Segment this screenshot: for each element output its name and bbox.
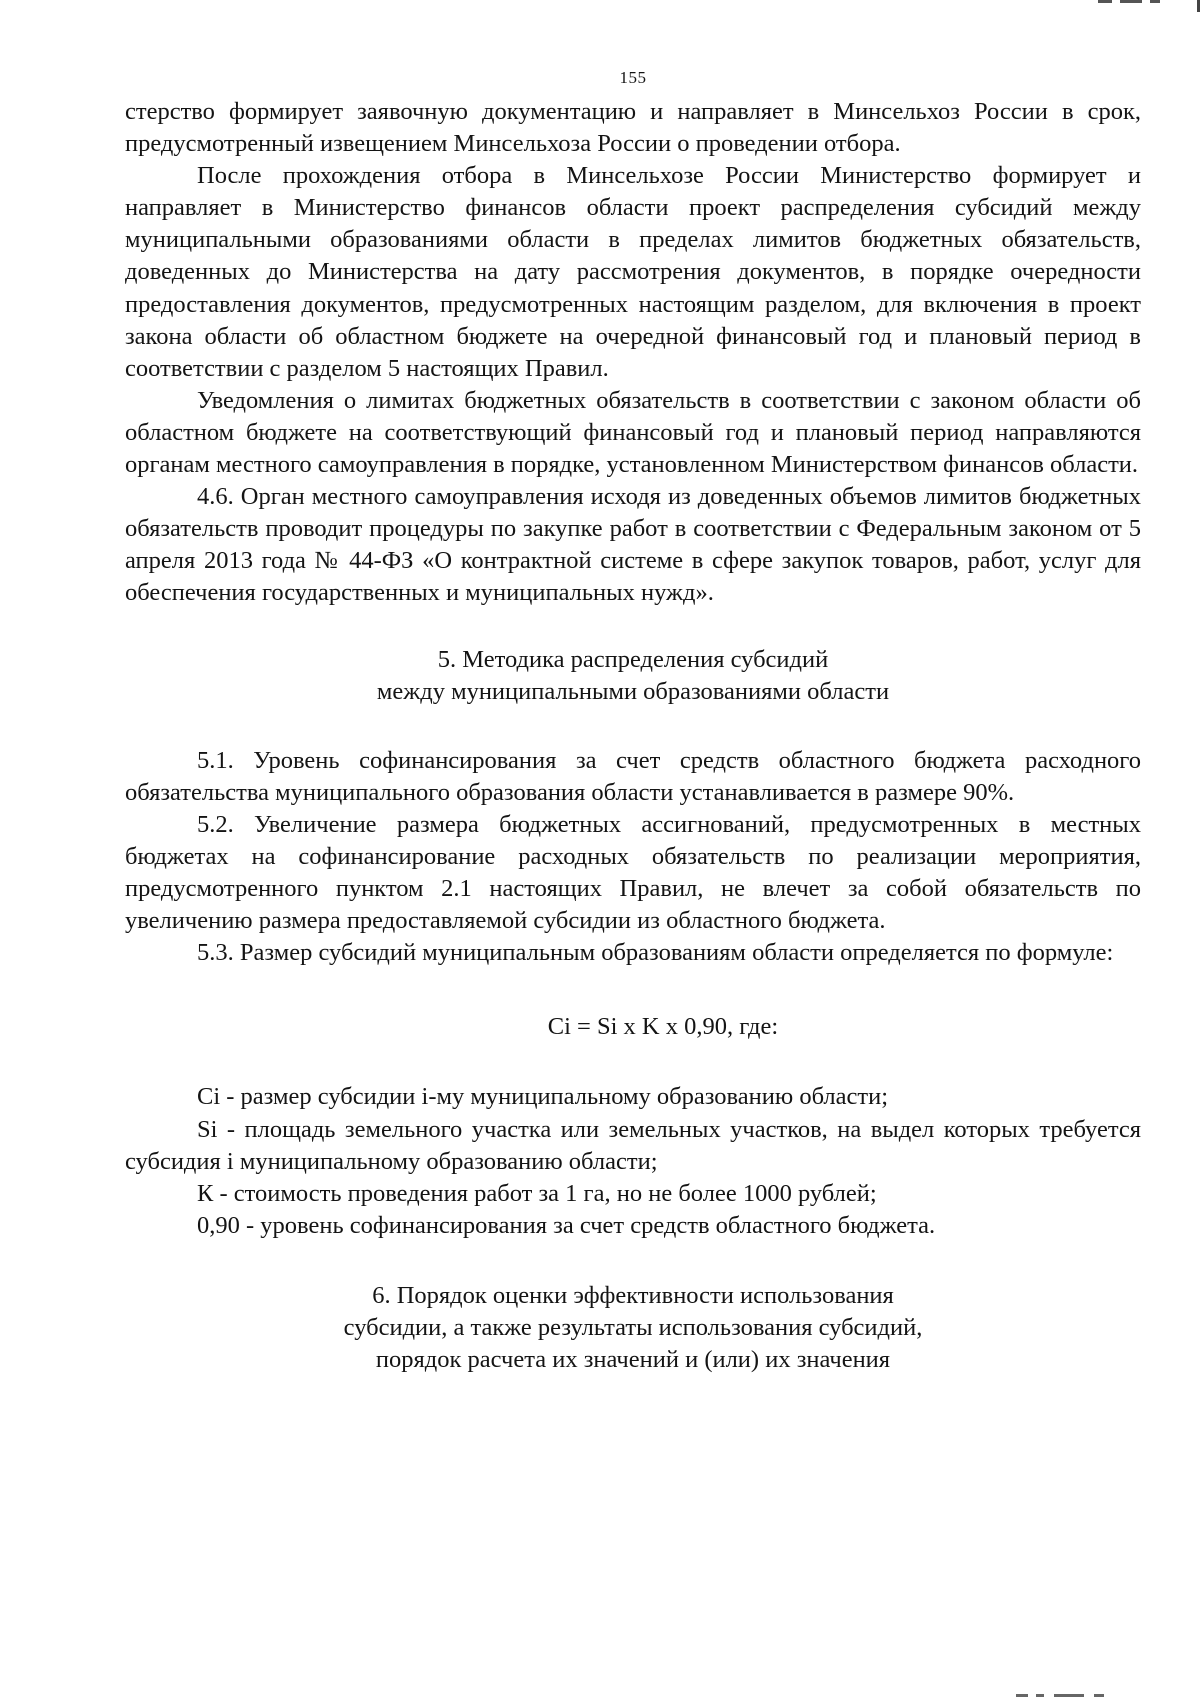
definition-si: Si - площадь земельного участка или земельных участков, на выдел которых требуется субсидия i муниципальному образованию области; <box>125 1115 1141 1175</box>
paragraph-limits-notice: Уведомления о лимитах бюджетных обязательств в соответствии с законом области об областном бюджете на соответствующий финансовый год и плановый период направляются органам местного самоуправления в порядке, установленном Министерством финансов области. <box>125 386 1141 479</box>
section-5-title-line-1: 5. Методика распределения субсидий <box>437 645 829 673</box>
section-6-title-line-3: порядок расчета их значений и (или) их значения <box>375 1346 891 1374</box>
section-6-title-line-2: субсидии, а также результаты использования субсидий, <box>343 1314 923 1341</box>
scan-edge-mark-bottom <box>1010 1689 1130 1697</box>
section-6-heading <box>125 1280 1141 1376</box>
definition-ci: Ci - размер субсидии i-му муниципальному образованию области; <box>197 1083 889 1111</box>
document-body <box>125 96 1141 1376</box>
scan-edge-mark-top <box>1090 0 1200 6</box>
paragraph-5-1: 5.1. Уровень софинансирования за счет средств областного бюджета расходного обязательства муниципального образования области устанавливается в размере 90%. <box>125 746 1141 806</box>
page-number: 155 <box>619 68 647 87</box>
paragraph-4-6: 4.6. Орган местного самоуправления исходя из доведенных объемов лимитов бюджетных обязательств проводит процедуры по закупке работ в соответствии с Федеральным законом от 5 апреля 2013 года № 44-ФЗ «О контрактной системе в сфере закупок товаров, работ, услуг для обеспечения государственных и муниципальных нужд». <box>125 483 1141 607</box>
section-5-title-line-2: между муниципальными образованиями области <box>376 677 890 705</box>
definition-k: К - стоимость проведения работ за 1 га, но не более 1000 рублей; <box>197 1179 877 1207</box>
paragraph-continuation: стерство формирует заявочную документацию и направляет в Минсельхоз России в срок, предусмотренный извещением Минсельхоза России о проведении отбора. <box>125 98 1141 158</box>
section-6-title-line-1: 6. Порядок оценки эффективности использования <box>372 1281 894 1309</box>
paragraph-selection-procedure: После прохождения отбора в Минсельхозе России Министерство формирует и направляет в Министерство финансов области проект распределения субсидий между муниципальными образованиями области в пределах лимитов бюджетных обязательств, доведенных до Министерства на дату рассмотрения документов, в порядке очередности предоставления документов, предусмотренных настоящим разделом, для включения в проект закона области об областном бюджете на очередной финансовый год и плановый период в соответствии с разделом 5 настоящих Правил. <box>125 162 1141 382</box>
paragraph-5-3: 5.3. Размер субсидий муниципальным образованиям области определяется по формуле: <box>197 939 1114 967</box>
definition-rate: 0,90 - уровень софинансирования за счет средств областного бюджета. <box>197 1211 936 1239</box>
subsidy-formula: Ci = Si x K x 0,90, где: <box>547 1013 779 1041</box>
section-5-heading <box>125 644 1141 708</box>
paragraph-5-2: 5.2. Увеличение размера бюджетных ассигнований, предусмотренных в местных бюджетах на софинансирование расходных обязательств по реализации мероприятия, предусмотренного пунктом 2.1 настоящих Правил, не влечет за собой обязательств по увеличению размера предоставляемой субсидии из областного бюджета. <box>125 810 1141 935</box>
